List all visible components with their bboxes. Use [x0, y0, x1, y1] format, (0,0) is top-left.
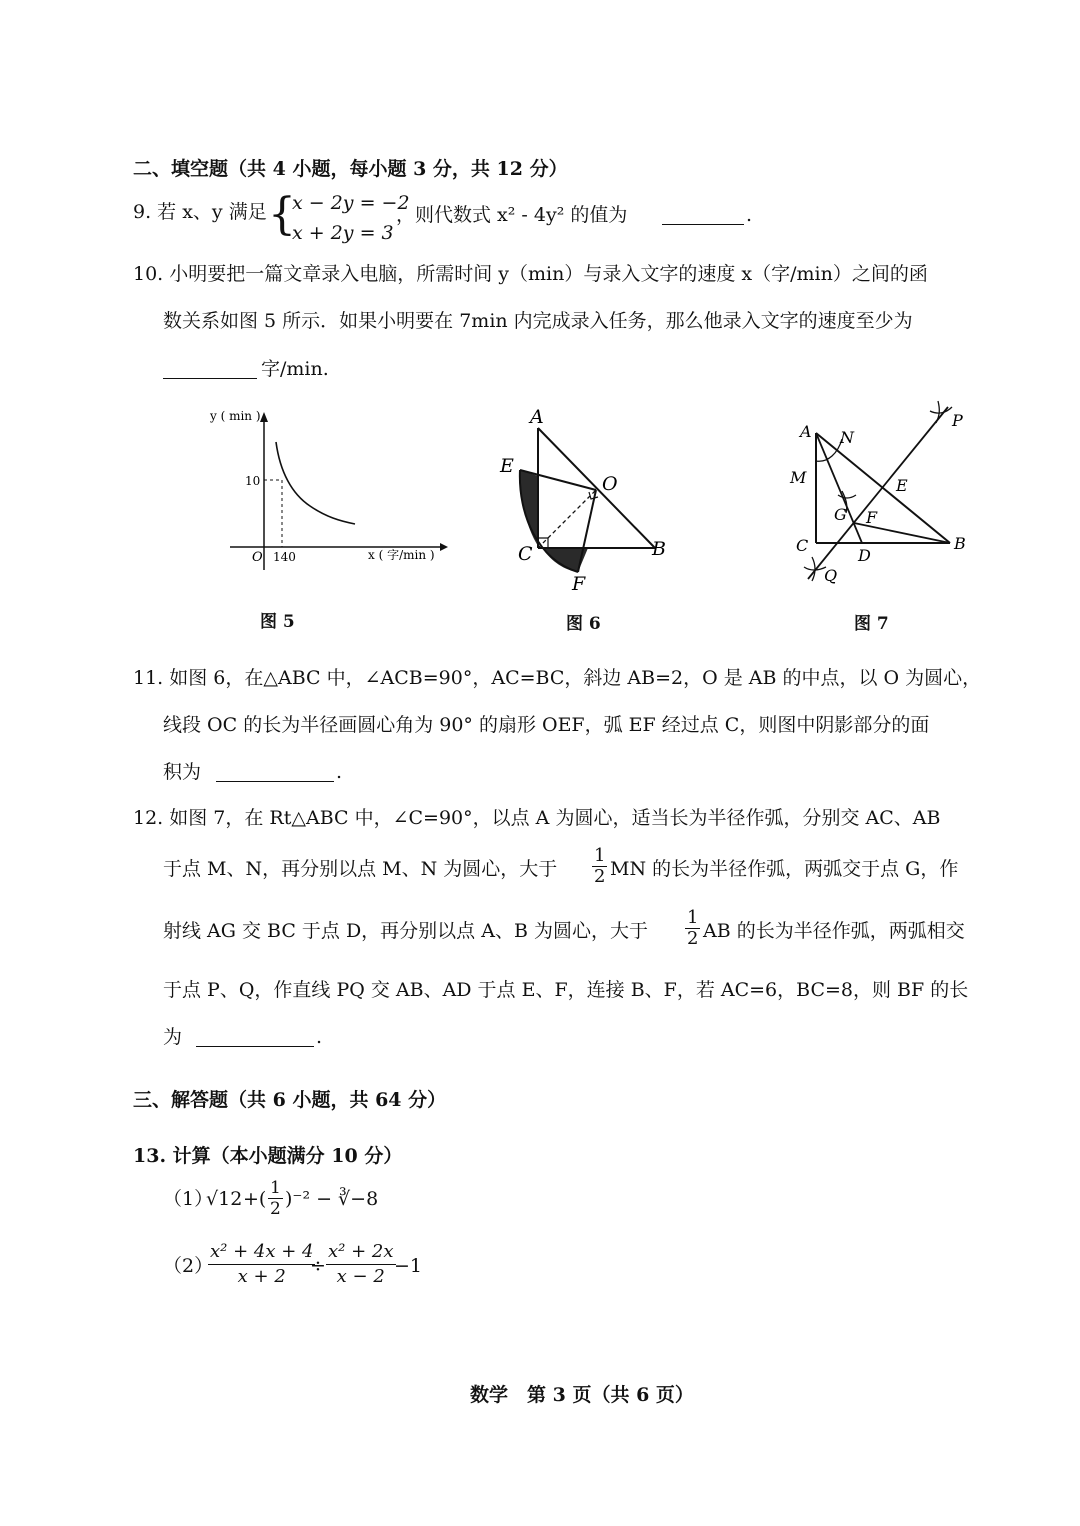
q13-part1-fraction	[268, 1178, 283, 1219]
q13-part1-plus: +(	[243, 1188, 267, 1210]
q11-answer-blank[interactable]	[216, 763, 334, 782]
q13-part2-fraction-2	[326, 1240, 396, 1289]
fig7-label-m: M	[790, 468, 807, 487]
q9-suffix: .	[746, 204, 753, 226]
q9-answer-blank[interactable]	[662, 206, 744, 225]
fig5-x-arrow	[440, 543, 448, 551]
section3-heading: 三、解答题（共 6 小题，共 64 分）	[133, 1089, 447, 1111]
q10-line1: 10. 小明要把一篇文章录入电脑，所需时间 y（min）与录入文字的速度 x（字/min）之间的函	[133, 263, 928, 285]
fig5-x-label: x ( 字/min )	[368, 548, 435, 562]
fig6-label-c: C	[518, 543, 533, 565]
q9-middle: ，则代数式 x² - 4y² 的值为	[396, 204, 628, 226]
fig7-label-g: G	[834, 505, 847, 524]
section2-heading: 二、填空题（共 4 小题，每小题 3 分，共 12 分）	[133, 158, 568, 180]
fig6-label-e: E	[500, 455, 514, 477]
fig5-y-label: y ( min )	[210, 409, 261, 423]
fig7-label-f: F	[866, 508, 878, 527]
fig7-label-b: B	[954, 534, 966, 553]
q10-answer-blank[interactable]	[163, 360, 257, 379]
figure-7-diagram	[780, 395, 995, 595]
q12-fraction-1	[592, 846, 607, 887]
q12-frac2-den: 2	[687, 928, 699, 949]
fig7-label-p: P	[952, 411, 963, 430]
fig6-label-o: O	[602, 473, 618, 495]
fig7-label-e: E	[896, 476, 908, 495]
q12-answer-blank[interactable]	[196, 1028, 314, 1047]
q13-p2-den1: x + 2	[237, 1266, 286, 1287]
fig7-label-a: A	[800, 422, 812, 441]
q12-line3-a: 射线 AG 交 BC 于点 D，再分别以点 A、B 为圆心，大于	[163, 920, 648, 942]
q12-line2-a: 于点 M、N，再分别以点 M、N 为圆心，大于	[163, 858, 558, 880]
fig5-origin: O	[252, 550, 263, 565]
figure-7-caption: 图 7	[854, 614, 889, 634]
figure-6-caption: 图 6	[566, 614, 601, 634]
fig7-label-c: C	[796, 536, 809, 555]
q12-frac2-num: 1	[687, 907, 699, 928]
q12-line4: 于点 P、Q，作直线 PQ 交 AB、AD 于点 E、F，连接 B、F，若 AC=6，BC=8，则 BF 的长	[163, 979, 969, 1001]
fig6-label-a: A	[530, 406, 544, 428]
q13-p2-den2: x − 2	[336, 1266, 385, 1287]
q13-part1-label: （1）	[163, 1188, 214, 1210]
q11-line1: 11. 如图 6，在△ABC 中，∠ACB=90°，AC=BC，斜边 AB=2，O 是 AB 的中点，以 O 为圆心，	[133, 667, 982, 689]
q12-frac1-den: 2	[594, 866, 606, 887]
q13-p1-num: 1	[270, 1178, 281, 1198]
page-footer: 数学 第 3 页（共 6 页）	[470, 1384, 694, 1406]
q13-part2-label: （2）	[163, 1255, 214, 1277]
q13-part2-fraction-1	[208, 1240, 315, 1289]
fig5-y-arrow	[260, 412, 268, 422]
q13-title: 13. 计算（本小题满分 10 分）	[133, 1145, 403, 1167]
fig5-y-tick: 10	[245, 474, 261, 488]
q9-eq2: x + 2y = 3	[292, 222, 394, 244]
fig6-label-b: B	[652, 538, 666, 560]
q10-line2: 数关系如图 5 所示．如果小明要在 7min 内完成录入任务，那么他录入文字的速度至少为	[163, 310, 913, 332]
fig7-label-d: D	[858, 546, 871, 565]
q13-part1-sqrt: √12	[206, 1188, 243, 1210]
q10-unit: 字/min.	[261, 358, 329, 380]
fig5-curve	[276, 442, 355, 524]
fig5-x-tick: 140	[273, 550, 296, 564]
q13-part2-div: ÷	[310, 1255, 326, 1277]
q11-line3: 积为	[163, 761, 202, 783]
q11-line2: 线段 OC 的长为半径画圆心角为 90° 的扇形 OEF，弧 EF 经过点 C，则图中阴影部分的面	[163, 714, 930, 736]
q13-part2-tail: −1	[394, 1255, 423, 1277]
q12-suffix: .	[316, 1026, 323, 1048]
q9-eq1: x − 2y = −2	[292, 192, 410, 214]
q12-line5: 为	[163, 1026, 183, 1048]
figure-5-graph	[200, 400, 460, 575]
q13-p2-num1: x² + 4x + 4	[208, 1240, 315, 1265]
q12-line1: 12. 如图 7，在 Rt△ABC 中，∠C=90°，以点 A 为圆心，适当长为半径作弧，分别交 AC、AB	[133, 807, 941, 829]
q12-fraction-2	[685, 908, 700, 949]
fig7-label-n: N	[840, 428, 854, 447]
q9-brace: {	[268, 189, 296, 240]
q13-part1-tail: )⁻² − ∛−8	[285, 1188, 379, 1210]
figure-5-caption: 图 5	[260, 612, 295, 632]
figure-6-diagram	[490, 400, 690, 595]
fig7-label-q: Q	[824, 566, 838, 585]
q12-line3-b: AB 的长为半径作弧，两弧相交	[703, 920, 965, 942]
q13-p1-den: 2	[270, 1199, 281, 1219]
q12-line2-b: MN 的长为半径作弧，两弧交于点 G，作	[610, 858, 959, 880]
q9-prefix: 9. 若 x、y 满足	[133, 201, 267, 223]
fig6-label-f: F	[572, 573, 586, 595]
q13-p2-num2: x² + 2x	[326, 1240, 396, 1265]
q11-suffix: .	[336, 761, 343, 783]
q12-frac1-num: 1	[594, 845, 606, 866]
